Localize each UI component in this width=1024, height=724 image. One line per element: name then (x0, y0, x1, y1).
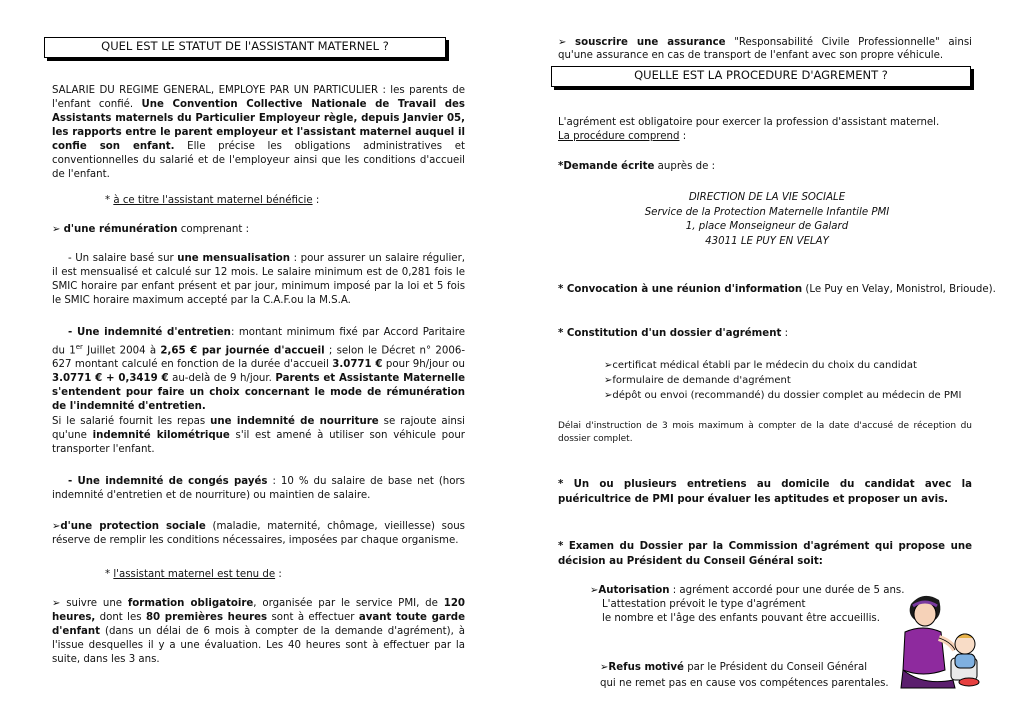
tenu-heading: * l'assistant maternel est tenu de : (105, 569, 282, 580)
arrow-bullet-icon: ➢ (558, 37, 567, 48)
arrow-bullet-icon: ➢ (604, 360, 613, 371)
nourriture-paragraph: Si le salarié fournit les repas une indemnité de nourriture se rajoute ainsi qu'une indemnité kilométrique s'il est amené à utiliser son véhicule pour transporter l'enfant. (52, 416, 465, 455)
left-section-title (44, 37, 446, 58)
entretien-paragraph: - Une indemnité d'entretien: montant minimum fixé par Accord Paritaire du 1er Juillet 2004 à 2,65 € par journée d'accueil ; selon le Décret n° 2006-627 montant calculé en fonction de la durée d'accueil 3.0771 € pour 9h/jour ou 3.0771 € + 0,3419 € au-delà de 9 h/jour. Parents et Assistante Maternelle s'entendent pour faire un choix concernant le mode de rémunération de l'indemnité d'entretien. (52, 327, 465, 413)
arrow-bullet-icon: ➢ (52, 224, 61, 235)
arrow-bullet-icon: ➢ (600, 662, 609, 673)
delai-text: Délai d'instruction de 3 mois maximum à compter de la date d'accusé de réception du dossier complet. (558, 421, 972, 444)
list-item: ➢certificat médical établi par le médecin du choix du candidat (604, 360, 917, 371)
left-section-title-text: QUEL EST LE STATUT DE l'ASSISTANT MATERNEL ? (101, 39, 389, 53)
address-line-3: 1, place Monseigneur de Galard (685, 221, 849, 232)
arrow-bullet-icon: ➢ (52, 598, 61, 609)
address-line-2: Service de la Protection Maternelle Infantile PMI (644, 206, 890, 218)
refus-block: ➢Refus motivé par le Président du Conseil Général qui ne remet pas en cause vos compétences parentales. (600, 662, 889, 689)
list-item: ➢formulaire de demande d'agrément (604, 375, 791, 386)
address-block (608, 191, 926, 249)
autorisation-block: ➢Autorisation : agrément accordé pour une durée de 5 ans. L'attestation prévoit le type d'agrément le nombre et l'âge des enfants pouvant être accueillis. (590, 585, 905, 624)
address-line-1: DIRECTION DE LA VIE SOCIALE (688, 192, 846, 203)
demande-item: *Demande écrite auprès de : (558, 161, 716, 172)
assurance-paragraph: ➢ souscrire une assurance "Responsabilité Civile Professionnelle" ainsi qu'une assurance en cas de transport de l'enfant avec son propre véhicule. (558, 37, 972, 61)
mother-feeding-baby-illustration (893, 590, 983, 690)
examen-item: * Examen du Dossier par la Commission d'agrément qui propose une décision au Président du Conseil Général soit: (558, 541, 972, 567)
protection-paragraph: ➢d'une protection sociale (maladie, maternité, chômage, vieillesse) sous réserve de remplir les conditions nécessaires, imposées par chaque organisme. (52, 521, 465, 546)
procedure-text: La procédure comprend : (558, 131, 687, 142)
beneficie-heading: * à ce titre l'assistant maternel bénéficie : (105, 195, 320, 206)
right-section-title-text: QUELLE EST LA PROCEDURE D'AGREMENT ? (634, 68, 888, 82)
dossier-list (604, 358, 962, 403)
remuneration-item: ➢ d'une rémunération comprenant : (52, 224, 250, 235)
arrow-bullet-icon: ➢ (590, 585, 599, 596)
convocation-item: * Convocation à une réunion d'information (Le Puy en Velay, Monistrol, Brioude). (558, 284, 996, 295)
address-line-4: 43011 LE PUY EN VELAY (705, 235, 829, 247)
arrow-bullet-icon: ➢ (604, 375, 613, 386)
formation-paragraph: ➢ suivre une formation obligatoire, organisée par le service PMI, de 120 heures, dont les 80 premières heures sont à effectuer avant toute garde d'enfant (dans un délai de 6 mois à compter de la demande d'agrément), à l'issue desquelles il y a une évaluation. Les 40 heures sont à effectuer par la suite, dans les 3 ans. (52, 598, 465, 665)
dossier-item: * Constitution d'un dossier d'agrément : (558, 328, 788, 339)
conges-paragraph: - Une indemnité de congés payés : 10 % du salaire de base net (hors indemnité d'entretien et de nourriture) ou maintien de salaire. (52, 476, 465, 501)
intro-paragraph: SALARIE DU REGIME GENERAL, EMPLOYE PAR UN PARTICULIER : les parents de l'enfant confié. Une Convention Collective Nationale de Travail des Assistants maternels du Particulier Employeur règle, depuis Janvier 05, les rapports entre le parent employeur et l'assistant maternel auquel il confie son enfant. Elle précise les obligations administratives et conventionnelles du salarié et de l'employeur ainsi que les conditions d'accueil de l'enfant. (52, 85, 465, 180)
entretiens-item: * Un ou plusieurs entretiens au domicile du candidat avec la puéricultrice de PMI pour évaluer les aptitudes et proposer un avis. (558, 479, 972, 505)
obligation-text: L'agrément est obligatoire pour exercer la profession d'assistant maternel. (558, 117, 940, 128)
list-item: ➢dépôt ou envoi (recommandé) du dossier complet au médecin de PMI (604, 390, 962, 401)
arrow-bullet-icon: ➢ (604, 390, 613, 401)
arrow-bullet-icon: ➢ (52, 521, 61, 532)
mensualisation-paragraph: - Un salaire basé sur une mensualisation : pour assurer un salaire régulier, il est mensualisé et calculé sur 12 mois. Le salaire minimum est de 0,281 fois le SMIC horaire par enfant présent et par jour, minimum imposé par la loi et 5 fois le SMIC horaire maximum accepté par la C.A.F.ou la M.S.A. (52, 253, 465, 306)
right-section-title (551, 66, 971, 87)
